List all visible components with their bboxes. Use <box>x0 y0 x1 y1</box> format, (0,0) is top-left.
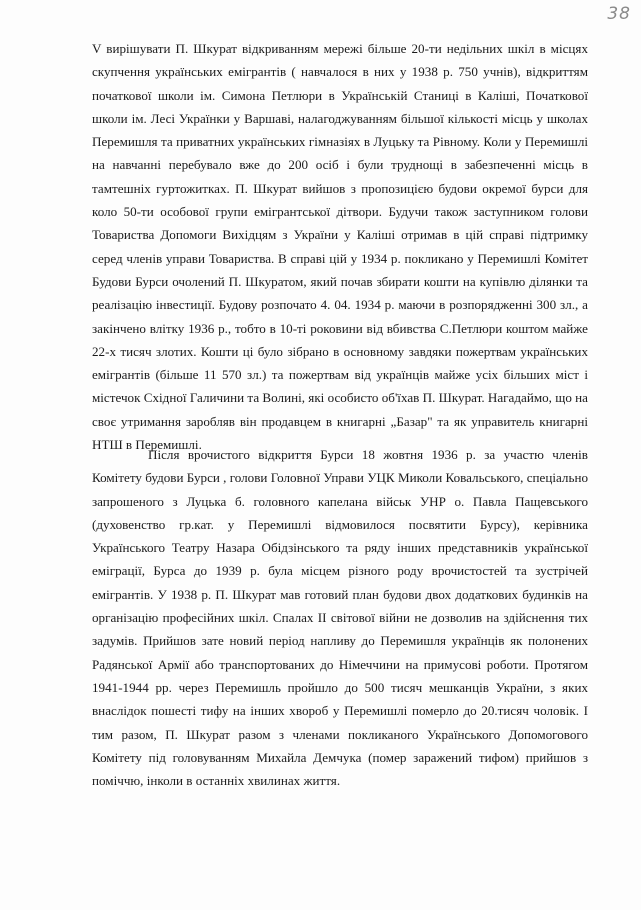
paragraph-1: V вирішувати П. Шкурат відкриванням мережі більше 20-ти недільних шкіл в місцях скупчення українських емігрантів ( навчалося в них у 1938 р. 750 учнів), відкриттям початкової школи ім. Симона Петлюри в Українській Станиці в Каліші, Початкової школи ім. Лесі Українки у Варшаві, налагоджуванням більшої кількості місць у школах Перемишля та приватних українських гімназіях в Луцьку та Рівному. Коли у Перемишлі на навчанні перебувало вже до 200 осіб і були труднощі в забезпеченні місць в тамтешніх гуртожитках. П. Шкурат вийшов з пропозицією будови окремої бурси для коло 50-ти особової групи емігрантської дітвори. Будучи також заступником голови Товариства Допомоги Вихідцям з України у Каліші отримав в цій справі підтримку серед членів управи Товариства. В справі цій у 1934 р. покликано у Перемишлі Комітет Будови Бурси очолений П. Шкуратом, який почав збирати кошти на купівлю ділянки та реалізацію інвестиції. Будову розпочато 4. 04. 1934 р. маючи в розпорядженні 300 зл., а закінчено влітку 1936 р., тобто в 10-ті роковини від вбивства С.Петлюри коштом майже 22-х тисяч злотих. Кошти ці було зібрано в основному завдяки пожертвам українських емігрантів (більше 11 570 зл.) та пожертвам від українців майже усіх більших міст і містечок Східної Галичини та Волині, які особисто об'їхав П. Шкурат. Нагадаймо, що на своє утримання заробляв він продавцем в книгарні „Базар" та як управитель книгарні НТШ в Перемишлі. <box>92 41 588 453</box>
paragraph-2: Після врочистого відкриття Бурси 18 жовтня 1936 р. за участю членів Комітету будови Бурси , голови Головної Управи УЦК Миколи Ковальського, спеціально запрошеного з Луцька б. головного капелана військ УНР о. Павла Пащевського (духовенство гр.кат. у Перемишлі відмовилося посвятити Бурсу), керівника Українського Театру Назара Обідзінського та ряду інших представників української еміграції, Бурса до 1939 р. була місцем різного роду врочистостей та зустрічей емігрантів. У 1938 р. П. Шкурат мав готовий план будови двох додаткових будинків на організацію професійних шкіл. Спалах II світової війни не дозволив на здійснення тих задумів. Прийшов зате новий період напливу до Перемишля українців як полонених Радянської Армії або транспортованих до Німеччини на примусові роботи. Протягом 1941-1944 рр. через Перемишль пройшло до 500 тисяч мешканців України, з яких внаслідок пошесті тифу на інших хвороб у Перемишлі померло до 20.тисяч чоловік. І тим разом, П. Шкурат разом з членами покликаного Українського Допомогового Комітету під головуванням Михайла Демчука (помер заражений тифом) прийшов з поміччю, інколи в останніх хвилинах життя. <box>92 447 588 789</box>
page-number: 38 <box>607 4 631 24</box>
